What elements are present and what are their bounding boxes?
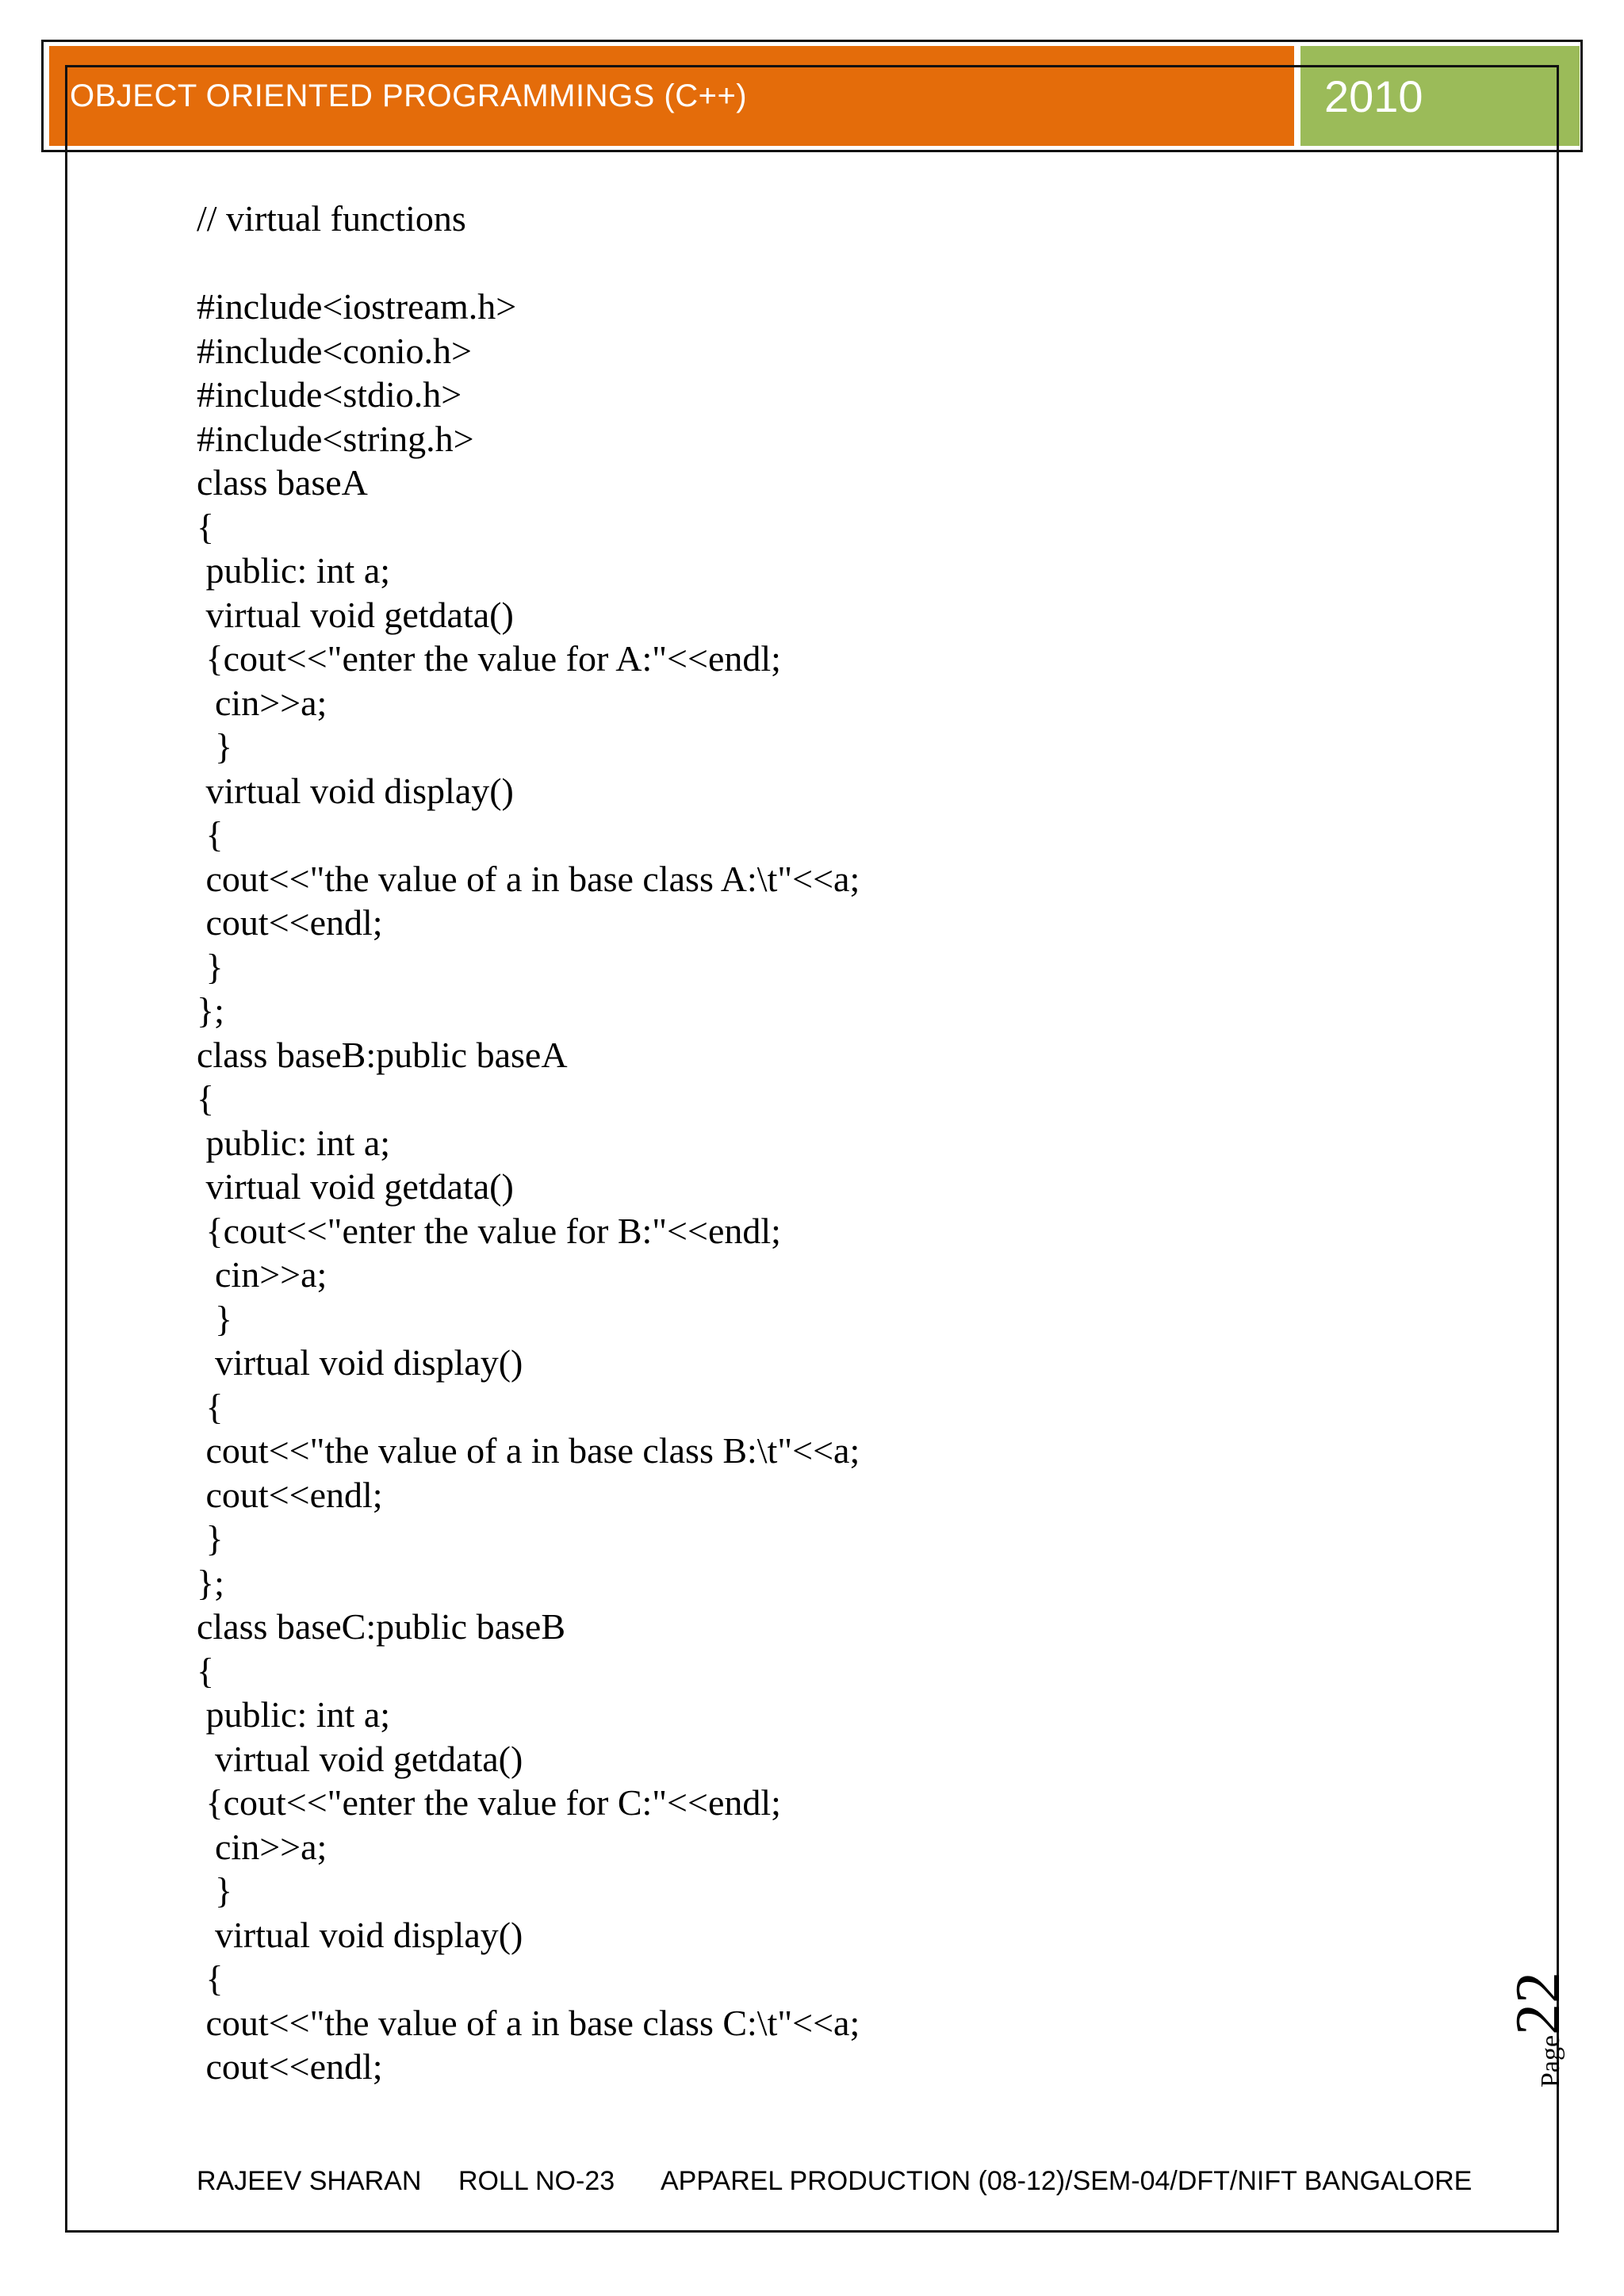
- code-line: cin>>a;: [197, 1254, 327, 1295]
- document-year: 2010: [1324, 71, 1423, 121]
- page-number: [1503, 1958, 1573, 2101]
- page-number-value: 22: [1503, 1971, 1573, 2035]
- code-line: }: [197, 1518, 224, 1559]
- code-line: {cout<<"enter the value for A:"<<endl;: [197, 638, 781, 679]
- code-line: cout<<"the value of a in base class C:\t"<<a;: [197, 2002, 860, 2043]
- code-line: cin>>a;: [197, 1826, 327, 1867]
- code-line: virtual void getdata(): [197, 594, 514, 635]
- code-line: #include<string.h>: [197, 418, 474, 459]
- code-line: virtual void display(): [197, 1342, 523, 1383]
- code-line: cout<<endl;: [197, 1474, 383, 1515]
- code-line: }: [197, 946, 224, 987]
- code-line: cout<<endl;: [197, 902, 383, 943]
- code-line: public: int a;: [197, 1694, 391, 1735]
- code-line: #include<iostream.h>: [197, 286, 517, 327]
- code-line: virtual void getdata(): [197, 1738, 523, 1779]
- code-line: cin>>a;: [197, 682, 327, 723]
- code-line: virtual void display(): [197, 770, 514, 811]
- code-line: // virtual functions: [197, 198, 466, 239]
- code-line: {cout<<"enter the value for B:"<<endl;: [197, 1210, 781, 1251]
- code-line: #include<stdio.h>: [197, 374, 462, 415]
- code-line: class baseA: [197, 462, 368, 503]
- footer-course: APPAREL PRODUCTION (08-12)/SEM-04/DFT/NIFT BANGALORE: [661, 2166, 1473, 2196]
- code-line: }: [197, 1870, 233, 1911]
- code-line: public: int a;: [197, 550, 391, 591]
- code-line: {: [197, 506, 215, 547]
- code-line: }: [197, 726, 233, 767]
- code-line: cout<<"the value of a in base class A:\t"<<a;: [197, 858, 860, 899]
- code-line: class baseB:public baseA: [197, 1034, 568, 1075]
- code-line: class baseC:public baseB: [197, 1606, 566, 1647]
- code-line: public: int a;: [197, 1122, 391, 1163]
- code-line: {: [197, 1650, 215, 1691]
- page-label: Page: [1536, 2034, 1565, 2088]
- code-line: {: [197, 1078, 215, 1119]
- code-listing: [197, 197, 1465, 2089]
- code-line: cout<<endl;: [197, 2046, 383, 2087]
- page-footer: [197, 2166, 1472, 2197]
- code-line: #include<conio.h>: [197, 330, 472, 371]
- code-line: {: [197, 1958, 224, 1999]
- footer-author: RAJEEV SHARAN: [197, 2166, 422, 2196]
- code-line: {: [197, 1386, 224, 1427]
- code-line: };: [197, 990, 224, 1031]
- document-title: OBJECT ORIENTED PROGRAMMINGS (C++): [70, 78, 748, 113]
- footer-roll-number: ROLL NO-23: [458, 2166, 615, 2196]
- code-line: virtual void display(): [197, 1914, 523, 1955]
- code-line: {cout<<"enter the value for C:"<<endl;: [197, 1782, 781, 1823]
- code-line: }: [197, 1298, 233, 1339]
- code-line: };: [197, 1562, 224, 1603]
- code-line: virtual void getdata(): [197, 1166, 514, 1207]
- code-line: [197, 241, 1465, 285]
- code-line: cout<<"the value of a in base class B:\t"<<a;: [197, 1430, 860, 1471]
- code-line: {: [197, 814, 224, 855]
